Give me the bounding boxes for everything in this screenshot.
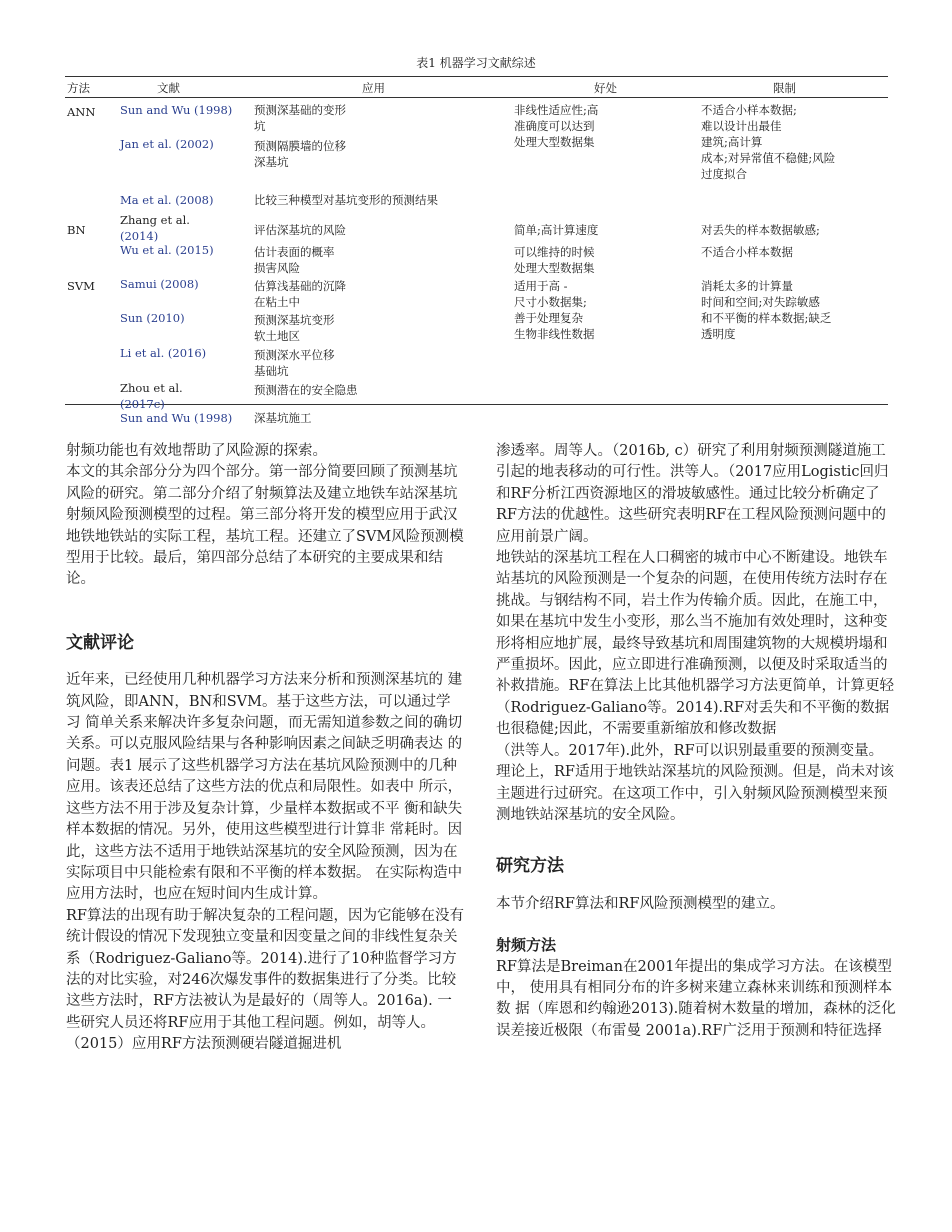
limit-line: 不适合小样本数据; [701,103,797,117]
table-caption: 表1 机器学习文献综述 [416,56,536,70]
app-line: 基础坑 [254,364,289,378]
ref-cell: Jan et al. (2002) [120,137,214,151]
paragraph: （2015）应用RF方法预测硬岩隧道掘进机 [66,1036,342,1053]
limit-line: 消耗太多的计算量 [701,279,793,293]
limit-line: 成本;对异常值不稳健;风险 [701,151,836,165]
app-cell [254,138,346,170]
ref-cell: Li et al. (2016) [120,346,207,360]
section-heading-method: 研究方法 [496,856,564,877]
benefit-line: 非线性适应性;高 [514,103,599,117]
limit-line: 对丢失的样本数据敏感; [701,223,820,237]
limit-line: 透明度 [701,327,736,341]
paragraph: 地铁站的深基坑工程在人口稠密的城市中心不断建设。地铁车站基坑的风险预测是一个复杂的问题，在使用传统方法时存在挑战。与钢结构不同，岩土作为传输介质。因此，在施工中，如果在基坑中发生小变形，那么当不施加有效处理时，这种变形将相应地扩展，最终导致基坑和周围建筑物的大规模坍塌和严重损坏。因此，应立即进行准确预测，以便及时采取适当的补救措施。RF在算法上比其他机器学习方法更简单，计算更轻（Rodriguez-Galiano等。2014).RF对丢失和不平衡的数据也很稳健;因此，不需要重新缩放和修改数据 [496,550,894,738]
paragraph: 近年来，已经使用几种机器学习方法来分析和预测深基坑的 建筑风险，即ANN，BN和SVM。基于这些方法，可以通过学习 简单关系来解决许多复杂问题，而无需知道参数之间的确切关系。可以克服风险结果与各种影响因素之间缺乏明确表达 的问题。表1 展示了这些机器学习方法在基坑风险预测中的几种应用。该表还总结了这些方法的优点和局限性。如表中 所示，这些方法不用于涉及复杂计算，少量样本数据或不平 衡和缺失样本数据的情况。另外，使用这些模型进行计算非 常耗时。因此，这些方法不适用于地铁站深基坑的安全风险预测，因为在实际项目中只能检索有限和不平衡的样本数据。 在实际构造中应用方法时，也应在短时间内生成计算。 [66,672,463,903]
paragraph: 本节介绍RF算法和RF风险预测模型的建立。 [496,895,785,912]
app-line: 预测深水平位移 [254,348,335,362]
method-bn: BN [67,223,86,237]
app-cell [254,278,346,310]
app-cell [254,410,312,426]
ref-cell [120,212,190,244]
benefit-cell [514,102,598,150]
header-literature: 文献 [157,81,180,95]
ref-cell: Sun and Wu (1998) [120,103,233,117]
limit-line: 不适合小样本数据 [701,245,793,259]
ref-cell: Ma et al. (2008) [120,193,214,207]
ref-cell: Sun (2010) [120,311,185,325]
app-line: 预测隔膜墙的位移 [254,139,346,153]
app-line: 评估深基坑的风险 [254,223,346,237]
limit-line: 时间和空间;对失踪敏感 [701,295,820,309]
limit-cell [701,222,820,238]
app-line: 损害风险 [254,261,300,275]
app-line: 在粘土中 [254,295,300,309]
app-line: 深基坑 [254,155,289,169]
limit-cell [701,278,831,342]
ref-cell: Sun and Wu (1998) [120,411,233,425]
left-column [66,441,464,1056]
limit-line: 难以设计出最佳 [701,119,782,133]
app-cell [254,222,346,238]
app-line: 估计表面的概率 [254,245,335,259]
limit-line: 建筑;高计算 [701,135,763,149]
app-line: 坑 [254,119,266,133]
ref-cell: Wu et al. (2015) [120,243,214,257]
right-column [496,441,896,1042]
limit-cell [701,244,793,260]
paragraph: RF算法是Breiman在2001年提出的集成学习方法。在该模型中， 使用具有相同分布的许多树来建立森林来训练和预测样本数 据（库恩和约翰逊2013).随着树木数量的增加，森林的泛化 误差接近极限（布雷曼 2001a).RF广泛用于预测和特征选择 [496,958,896,1039]
app-cell [254,192,438,208]
literature-table [65,76,888,425]
benefit-cell [514,278,595,342]
app-cell [254,382,358,398]
benefit-line: 尺寸小数据集; [514,295,587,309]
app-cell [254,312,335,344]
header-method: 方法 [67,81,90,95]
paragraph: RF算法的出现有助于解决复杂的工程问题，因为它能够在没有统计假设的情况下发现独立变量和因变量之间的非线性复杂关系（Rodriguez-Galiano等。2014).进行了10种监督学习方法的对比实验，对246次爆发事件的数据集进行了分类。比较这些方法时，RF方法被认为是最好的（周等人。2016a). 一些研究人员还将RF应用于其他工程问题。例如，胡等人。 [66,907,464,1031]
app-line: 预测深基础的变形 [254,103,346,117]
header-limitation: 限制 [773,81,796,95]
subsection-heading-rf: 射频方法 [496,936,557,955]
benefit-cell [514,222,598,238]
paragraph: 渗透率。周等人。（2016b, c）研究了利用射频预测隧道施工引起的地表移动的可行性。洪等人。（2017应用Logistic回归和RF分析江西资源地区的滑坡敏感性。通过比较分析确定了RF方法的优越性。这些研究表明RF在工程风险预测问题中的应用前景广阔。 [496,443,889,545]
benefit-line: 适用于高 - [514,279,568,293]
benefit-line: 准确度可以达到 [514,119,595,133]
header-application: 应用 [362,81,385,95]
ref-cell [120,380,183,412]
limit-line: 过度拟合 [701,167,747,181]
benefit-line: 善于处理复杂 [514,311,583,325]
app-line: 预测潜在的安全隐患 [254,383,358,397]
app-cell [254,347,335,379]
paragraph: 射频功能也有效地帮助了风险源的探索。 [66,443,327,459]
method-ann: ANN [67,105,96,119]
ref-cell: Samui (2008) [120,277,199,291]
limit-cell [701,102,835,182]
app-cell [254,102,346,134]
benefit-cell [514,244,595,276]
ref-line: (2014) [120,229,159,243]
app-line: 估算浅基础的沉降 [254,279,346,293]
benefit-line: 简单;高计算速度 [514,223,599,237]
app-line: 预测深基坑变形 [254,313,335,327]
benefit-line: 处理大型数据集 [514,135,595,149]
benefit-line: 处理大型数据集 [514,261,595,275]
header-benefit: 好处 [594,81,617,95]
ref-line: Zhang et al. [120,213,190,227]
ref-line: Zhou et al. [120,381,183,395]
section-heading-review: 文献评论 [66,632,134,653]
limit-line: 和不平衡的样本数据;缺乏 [701,311,832,325]
benefit-line: 生物非线性数据 [514,327,595,341]
table-body [65,98,888,425]
app-line: 比较三种模型对基坑变形的预测结果 [254,193,438,207]
ref-line: (2017c) [120,397,165,411]
paragraph: 本文的其余部分分为四个部分。第一部分简要回顾了预测基坑风险的研究。第二部分介绍了射频算法及建立地铁车站深基坑射频风险预测模型的过程。第三部分将开发的模型应用于武汉地铁地铁站的实际工程，基坑工程。还建立了SVM风险预测模型用于比较。最后，第四部分总结了本研究的主要成果和结论。 [66,464,464,588]
table-header [65,77,888,98]
benefit-line: 可以维持的时候 [514,245,595,259]
paragraph: （洪等人。2017年).此外，RF可以识别最重要的预测变量。理论上，RF适用于地铁站深基坑的风险预测。但是，尚未对该主题进行过研究。在这项工作中，引入射频风险预测模型来预测地铁站深基坑的安全风险。 [496,742,894,823]
method-svm: SVM [67,279,95,293]
app-cell [254,244,335,276]
app-line: 深基坑施工 [254,411,312,425]
app-line: 软土地区 [254,329,300,343]
